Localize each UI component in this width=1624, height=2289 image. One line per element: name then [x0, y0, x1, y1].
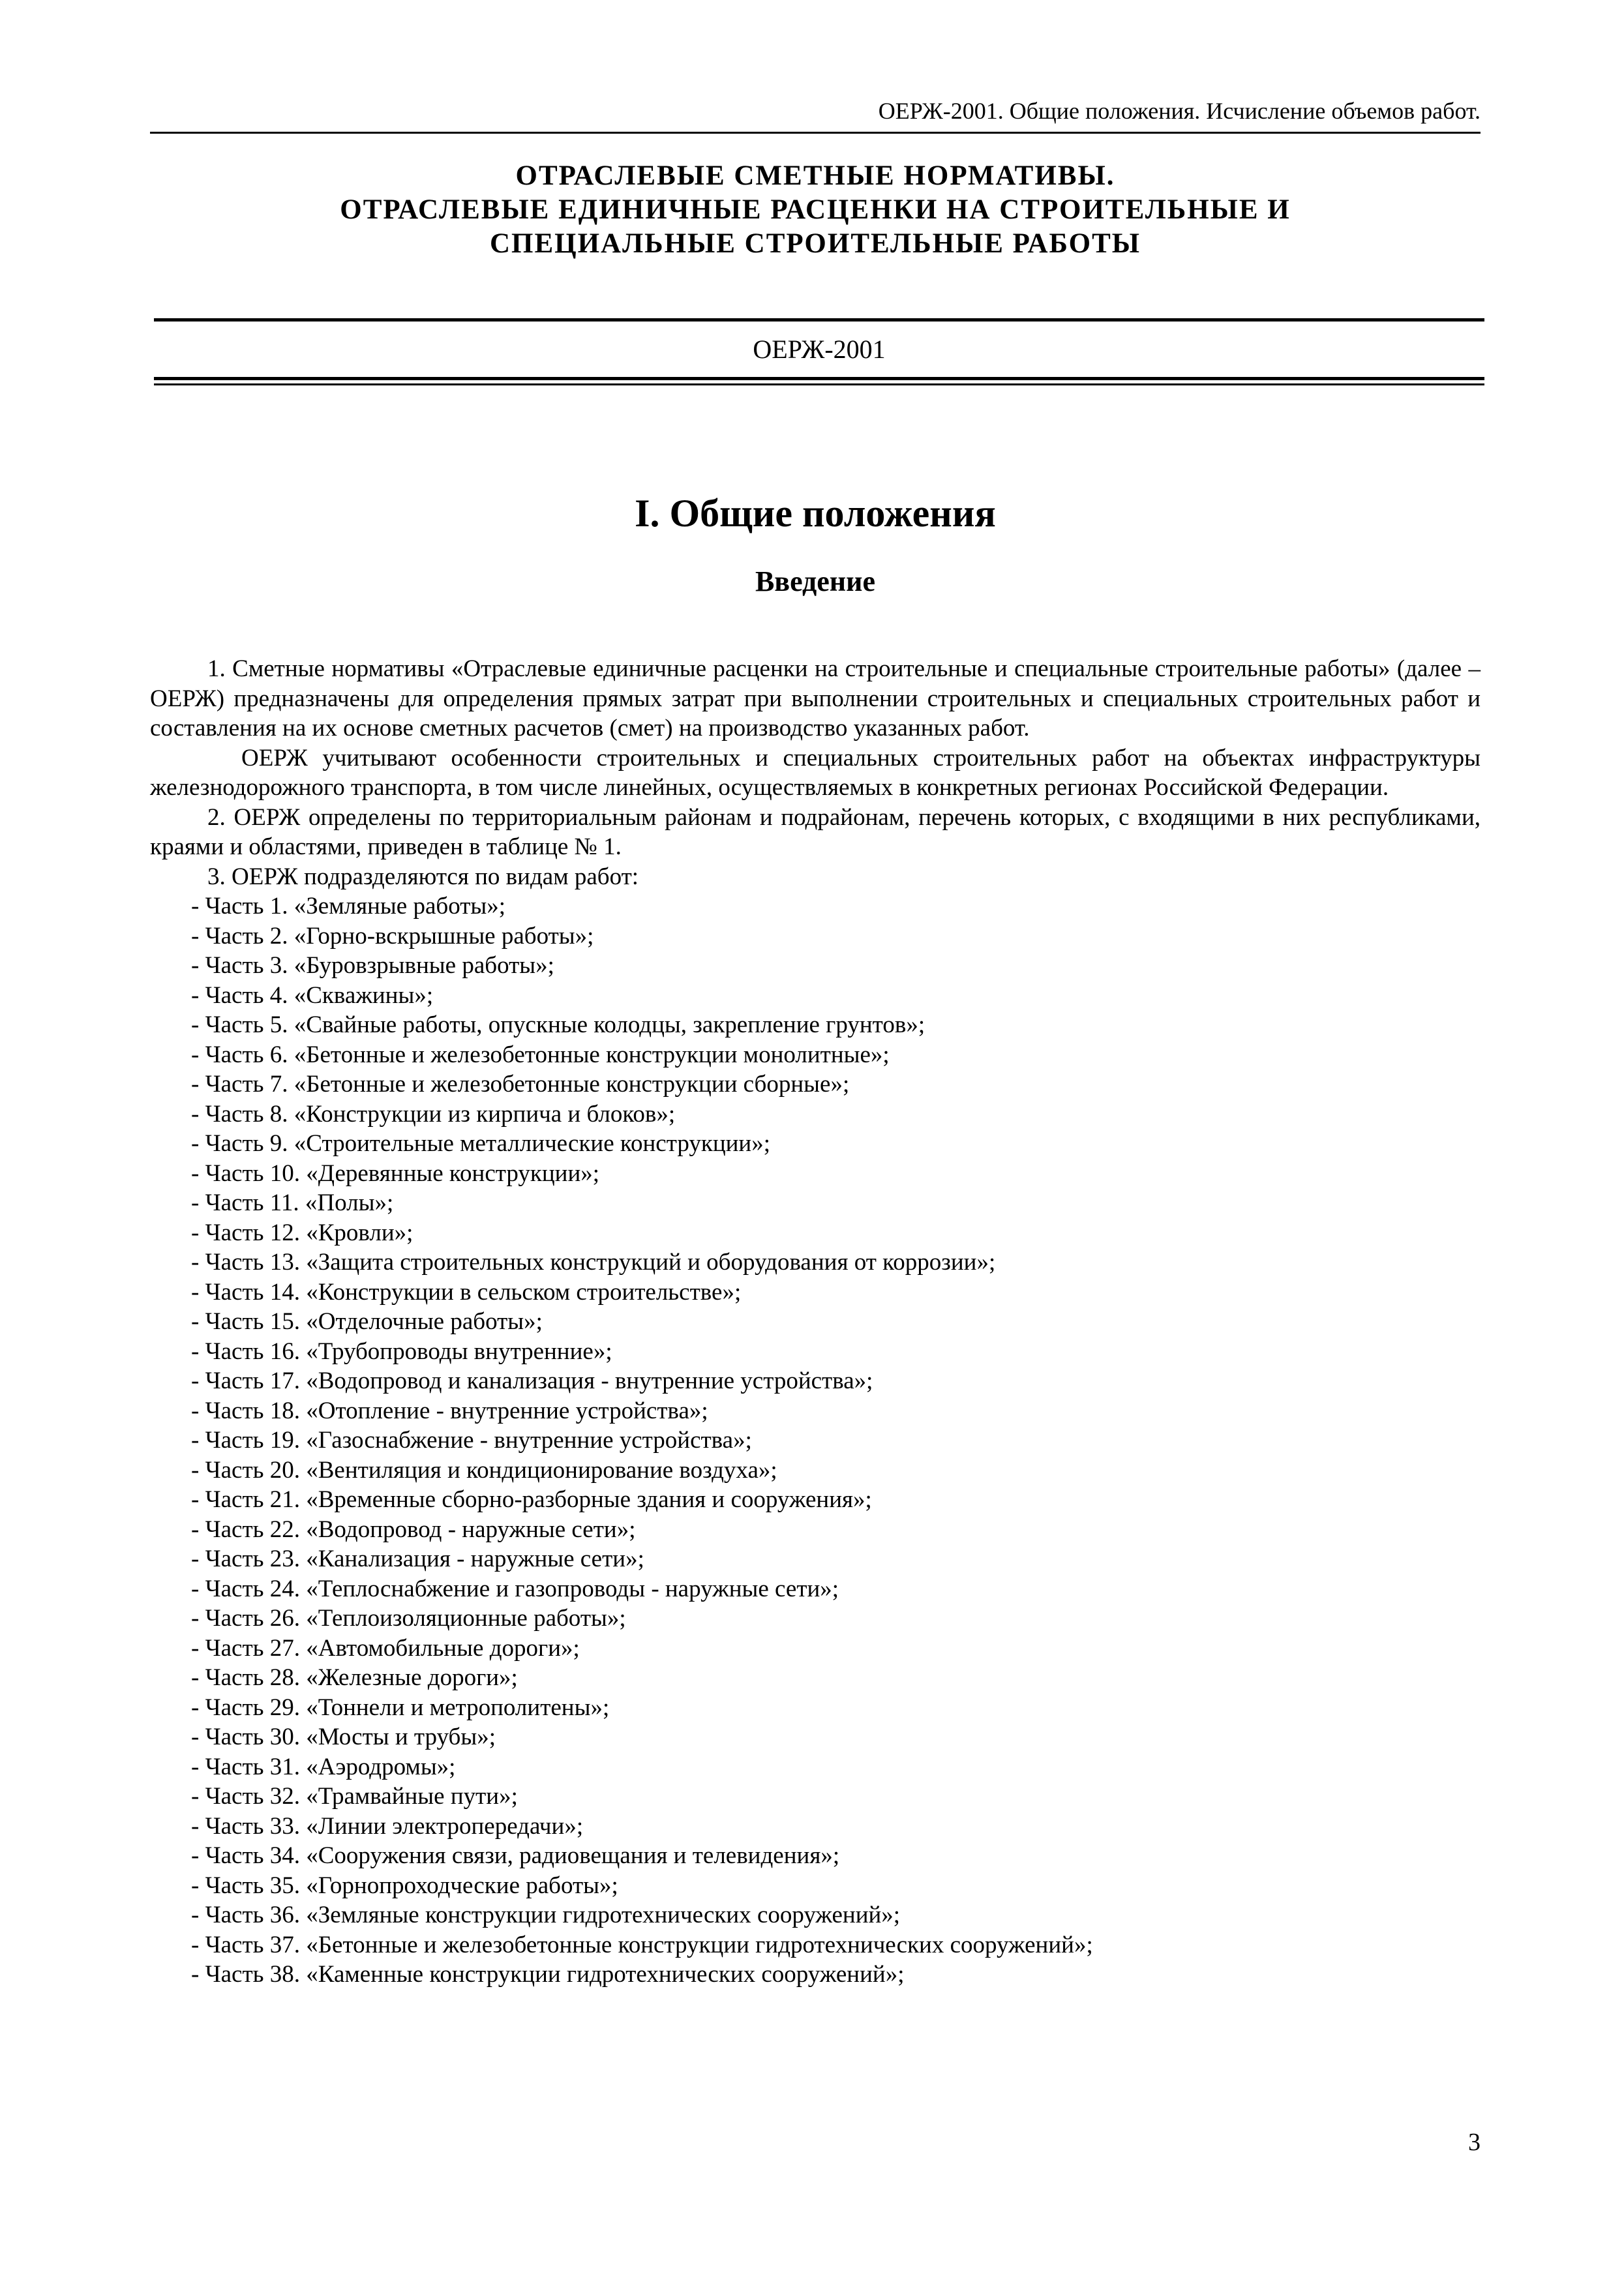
list-item: - Часть 13. «Защита строительных конструкций и оборудования от коррозии»; — [191, 1249, 996, 1276]
list-item: - Часть 31. «Аэродромы»; — [191, 1753, 456, 1780]
list-item: - Часть 10. «Деревянные конструкции»; — [191, 1159, 600, 1187]
parts-list — [150, 891, 1481, 1990]
list-item: - Часть 33. «Линии электропередачи»; — [191, 1812, 584, 1840]
list-item: - Часть 30. «Мосты и трубы»; — [191, 1724, 496, 1750]
title-line: ОТРАСЛЕВЫЕ ЕДИНИЧНЫЕ РАСЦЕНКИ НА СТРОИТЕЛЬНЫЕ И — [340, 194, 1291, 225]
list-item: - Часть 5. «Свайные работы, опускные колодцы, закрепление грунтов»; — [191, 1011, 925, 1038]
list-item: - Часть 20. «Вентиляция и кондиционирование воздуха»; — [191, 1456, 777, 1484]
header-rule — [150, 132, 1481, 134]
list-item: - Часть 14. «Конструкции в сельском строительстве»; — [191, 1278, 742, 1306]
list-item: - Часть 35. «Горнопроходческие работы»; — [191, 1872, 618, 1899]
document-title — [150, 159, 1481, 261]
subsection-title: Введение — [755, 565, 876, 597]
running-header: ОЕРЖ-2001. Общие положения. Исчисление объемов работ. — [878, 98, 1481, 124]
list-item: - Часть 11. «Полы»; — [191, 1189, 394, 1216]
list-item: - Часть 36. «Земляные конструкции гидротехнических сооружений»; — [191, 1902, 901, 1928]
list-item: - Часть 18. «Отопление - внутренние устройства»; — [191, 1397, 708, 1424]
list-item: - Часть 22. «Водопровод - наружные сети»; — [191, 1516, 636, 1543]
document-code: ОЕРЖ-2001 — [753, 335, 886, 364]
list-item: - Часть 23. «Канализация - наружные сети»; — [191, 1546, 644, 1572]
list-item: - Часть 26. «Теплоизоляционные работы»; — [191, 1605, 626, 1632]
list-item: - Часть 15. «Отделочные работы»; — [191, 1308, 543, 1335]
title-line: СПЕЦИАЛЬНЫЕ СТРОИТЕЛЬНЫЕ РАБОТЫ — [489, 228, 1141, 259]
list-item: - Часть 19. «Газоснабжение - внутренние устройства»; — [191, 1427, 752, 1454]
section-title: I. Общие положения — [635, 492, 996, 535]
title-line: ОТРАСЛЕВЫЕ СМЕТНЫЕ НОРМАТИВЫ. — [515, 160, 1115, 191]
list-item: - Часть 8. «Конструкции из кирпича и блоков»; — [191, 1100, 676, 1128]
paragraph-3: 3. ОЕРЖ подразделяются по видам работ: — [207, 863, 639, 890]
code-rule-bottom — [154, 377, 1484, 385]
list-item: - Часть 21. «Временные сборно-разборные здания и сооружения»; — [191, 1486, 872, 1513]
paragraph-2: 2. ОЕРЖ определены по территориальным районам и подрайонам, перечень которых, с входящими в них республиками, краями и областями, приведен в таблице № 1. — [150, 803, 1481, 860]
list-item: - Часть 34. «Сооружения связи, радиовещания и телевидения»; — [191, 1842, 840, 1869]
list-item: - Часть 6. «Бетонные и железобетонные конструкции монолитные»; — [191, 1041, 890, 1068]
list-item: - Часть 38. «Каменные конструкции гидротехнических сооружений»; — [191, 1961, 905, 1988]
list-item: - Часть 1. «Земляные работы»; — [191, 893, 506, 920]
list-item: - Часть 28. «Железные дороги»; — [191, 1664, 518, 1691]
list-item: - Часть 12. «Кровли»; — [191, 1219, 414, 1246]
page-number: 3 — [1468, 2129, 1481, 2156]
list-item: - Часть 3. «Буровзрывные работы»; — [191, 952, 554, 979]
list-item: - Часть 37. «Бетонные и железобетонные конструкции гидротехнических сооружений»; — [191, 1931, 1093, 1958]
code-rule-top — [154, 318, 1484, 322]
list-item: - Часть 17. «Водопровод и канализация - внутренние устройства»; — [191, 1368, 873, 1394]
list-item: - Часть 7. «Бетонные и железобетонные конструкции сборные»; — [191, 1071, 850, 1098]
list-item: - Часть 27. «Автомобильные дороги»; — [191, 1634, 580, 1662]
list-item: - Часть 32. «Трамвайные пути»; — [191, 1783, 518, 1810]
list-item: - Часть 4. «Скважины»; — [191, 981, 434, 1009]
list-item: - Часть 24. «Теплоснабжение и газопроводы - наружные сети»; — [191, 1575, 839, 1602]
list-item: - Часть 2. «Горно-вскрышные работы»; — [191, 922, 594, 950]
list-item: - Часть 16. «Трубопроводы внутренние»; — [191, 1338, 612, 1365]
body-text — [150, 654, 1481, 1990]
list-item: - Часть 29. «Тоннели и метрополитены»; — [191, 1694, 610, 1721]
paragraph-1b: ОЕРЖ учитывают особенности строительных и специальных строительных работ на объектах инфраструктуры железнодорожного транспорта, в том числе линейных, осуществляемых в конкретных регионах Российской Федерации. — [150, 744, 1481, 801]
list-item: - Часть 9. «Строительные металлические конструкции»; — [191, 1130, 770, 1157]
paragraph-1: 1. Сметные нормативы «Отраслевые единичные расценки на строительные и специальные строительные работы» (далее – ОЕРЖ) предназначены для определения прямых затрат при выполнении строительных и специальных строительных работ и составления на их основе сметных расчетов (смет) на производство указанных работ. — [150, 655, 1481, 741]
